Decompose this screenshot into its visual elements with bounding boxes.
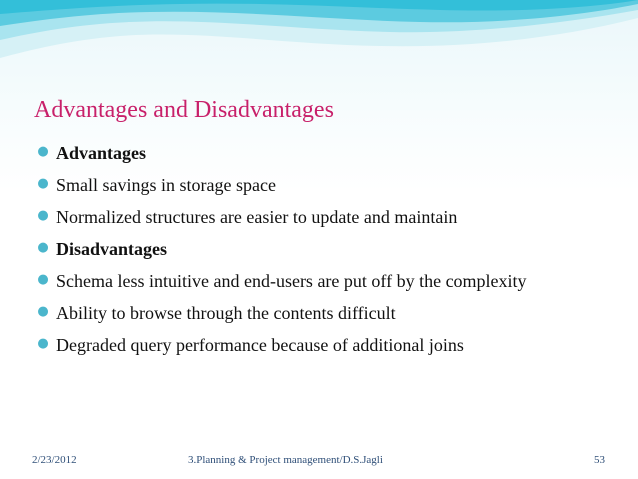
circle-bullet-icon: ● — [37, 144, 49, 159]
footer-date: 2/23/2012 — [32, 454, 77, 466]
list-item-text: Schema less intuitive and end-users are put off by the complexity — [56, 271, 527, 291]
circle-bullet-icon: ● — [37, 240, 49, 255]
slide-title: Advantages and Disadvantages — [34, 97, 334, 123]
bullet-list — [36, 142, 606, 366]
circle-bullet-icon: ● — [37, 304, 49, 319]
list-item-text: Disadvantages — [56, 239, 168, 259]
circle-bullet-icon: ● — [37, 336, 49, 351]
circle-bullet-icon: ● — [37, 176, 49, 191]
list-item — [36, 334, 606, 356]
list-item — [36, 302, 606, 324]
circle-bullet-icon: ● — [37, 272, 49, 287]
list-item — [36, 142, 606, 164]
list-item-text: Ability to browse through the contents difficult — [56, 303, 396, 323]
circle-bullet-icon: ● — [37, 208, 49, 223]
list-item-text: Normalized structures are easier to update and maintain — [56, 207, 458, 227]
list-item-text: Advantages — [56, 143, 147, 163]
list-item — [36, 270, 606, 292]
list-item-text: Degraded query performance because of additional joins — [56, 335, 464, 355]
list-item — [36, 174, 606, 196]
header-wave-decoration — [0, 0, 638, 92]
slide-footer — [0, 454, 638, 472]
list-item-text: Small savings in storage space — [56, 175, 276, 195]
page-number: 53 — [594, 454, 605, 466]
list-item — [36, 238, 606, 260]
footer-author: 3.Planning & Project management/D.S.Jagli — [188, 454, 383, 466]
list-item — [36, 206, 606, 228]
